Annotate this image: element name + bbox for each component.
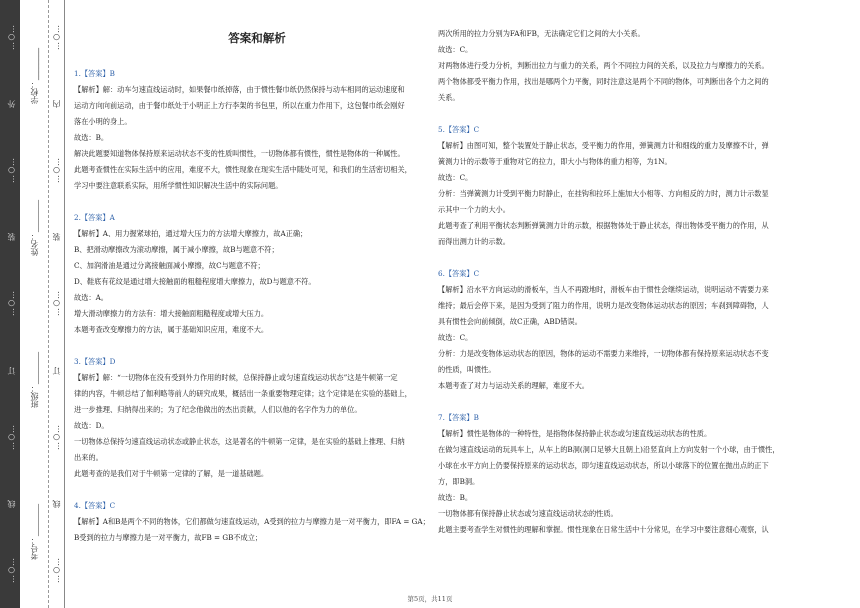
inner-seal-labels: [50, 0, 62, 608]
explanation-line: 故选：B。: [438, 493, 473, 502]
explanation-line: 律的内容，牛顿总结了伽利略等前人的研究成果，概括出一条重要物理定律；这个定律是在实验的基础上，: [74, 389, 412, 398]
explanation-line: 维持；最后会停下来，是因为受到了阻力的作用，说明力是改变物体运动状态的原因；车刹到障碍物，人: [438, 301, 769, 310]
explanation-line: D、鞋底有花纹是通过增大接触面的粗糙程度增大摩擦力，故D与题意不符。: [74, 277, 316, 286]
explanation-line: 故选：A。: [74, 293, 108, 302]
explanation-line: 学习中要注意联系实际，用所学惯性知识解决生活中的实际问题。: [74, 181, 283, 190]
side-label: …○…: [51, 424, 61, 450]
explanation-line: B受到的拉力与摩擦力是一对平衡力，故FB = GB不成立；: [74, 533, 263, 542]
explanation-line: 两次所用的拉力分别为FA和FB，无法确定它们之间的大小关系。: [438, 29, 645, 38]
explanation-line: 此题考查了利用平衡状态判断弹簧测力计的示数，根据物体处于静止状态，得出物体受平衡力的作用，从: [438, 221, 769, 230]
side-label: 学校：________: [29, 48, 39, 104]
side-label: 装: [51, 233, 61, 242]
explanation-line: 出来的。: [74, 453, 103, 462]
answer-heading: 2.【答案】A: [74, 213, 115, 222]
explanation-line: 在做匀速直线运动的玩具车上，从车上的B洞(洞口足够大且朝上)沿竖直向上方向发射一个小球，由于惯性，: [438, 445, 780, 454]
explanation-line: 方，即B洞。: [438, 477, 480, 486]
right-column: [438, 26, 804, 538]
outer-seal-labels: [4, 0, 18, 608]
explanation-line: 本题考查改变摩擦力的方法，属于基础知识应用，难度不大。: [74, 325, 269, 334]
side-label: 装: [6, 233, 16, 242]
explanation-line: 故选：C。: [438, 333, 473, 342]
side-label: 线: [51, 499, 61, 508]
answer-heading: 5.【答案】C: [438, 125, 480, 134]
side-label: …○…: [51, 291, 61, 317]
explanation-line: 本题考查了对力与运动关系的理解，难度不大。: [438, 381, 589, 390]
explanation-line: 此题考查的是我们对于牛顿第一定律的了解，是一道基础题。: [74, 469, 269, 478]
explanation-line: 落在小明的身上。: [74, 117, 132, 126]
side-label: 线: [6, 499, 16, 508]
explanation-line: 故选：C。: [438, 173, 473, 182]
explanation-line: 分析：力是改变物体运动状态的原因，物体的运动不需要力来维持，一切物体都有保持原来运动状态不变: [438, 349, 769, 358]
explanation-line: 故选：C。: [438, 45, 473, 54]
side-label: …○…: [51, 158, 61, 184]
side-label: …○…: [6, 424, 16, 450]
explanation-line: 解决此题要知道物体保持原来运动状态不变的性质叫惯性，一切物体都有惯性，惯性是物体的一种属性。: [74, 149, 405, 158]
answer-heading: 1.【答案】B: [74, 69, 115, 78]
explanation-line: 两个物体都受平衡力作用，找出是哪两个力平衡，同时注意这是两个不同的物体，可判断出各个力之间的: [438, 77, 769, 86]
cut-line: [48, 0, 49, 608]
explanation-line: 关系。: [438, 93, 460, 102]
page-title: 答案和解析: [228, 31, 286, 45]
explanation-line: 簧测力计的示数等于重物对它的拉力，即大小与物体的重力相等，为1N。: [438, 157, 672, 166]
side-label: …○…: [51, 557, 61, 583]
explanation-line: 的性质，叫惯性。: [438, 365, 496, 374]
explanation-line: 此题主要考查学生对惯性的理解和掌握。惯性现象在日常生活中十分常见，在学习中要注意细心观察，认: [438, 525, 769, 534]
side-label: …○…: [6, 158, 16, 184]
side-label: 班级：________: [29, 352, 39, 408]
explanation-line: 【解析】惯性是物体的一种特性，是指物体保持静止状态或匀速直线运动状态的性质。: [438, 429, 712, 438]
explanation-line: 一切物体都有保持静止状态或匀速直线运动状态的性质。: [438, 509, 618, 518]
side-label: 姓名：________: [29, 200, 39, 256]
explanation-line: 【解析】沿水平方向运动的滑板车，当人不再蹬地时，滑板车由于惯性会继续运动，说明运动不需要力来: [438, 285, 769, 294]
answer-heading: 7.【答案】B: [438, 413, 479, 422]
left-column: [74, 8, 440, 546]
answer-heading: 4.【答案】C: [74, 501, 116, 510]
side-label: 订: [51, 366, 61, 375]
student-info-fields: [24, 0, 44, 608]
explanation-line: 【解析】解：“一切物体在没有受到外力作用的时候，总保持静止或匀速直线运动状态”这是牛顿第一定: [74, 373, 398, 382]
explanation-line: 小球在水平方向上仍要保持原来的运动状态，即匀速直线运动状态，所以小球落下的位置在抛出点的正下: [438, 461, 769, 470]
explanation-line: 【解析】解：动车匀速直线运动时，如果餐巾纸掉落，由于惯性餐巾纸仍然保持与动车相同的运动速度和: [74, 85, 405, 94]
side-label: 订: [6, 366, 16, 375]
answer-heading: 6.【答案】C: [438, 269, 480, 278]
explanation-line: 此题考查惯性在实际生活中的应用，难度不大，惯性现象在现实生活中随处可见，和我们的生活密切相关，: [74, 165, 412, 174]
explanation-line: 分析：当弹簧测力计受到平衡力时静止，在挂钩和拉环上施加大小相等、方向相反的力时，测力计示数显: [438, 189, 769, 198]
explanation-line: 进一步推理、归纳得出来的；为了纪念他做出的杰出贡献，人们以他的名字作为力的单位。: [74, 405, 362, 414]
side-label: …○…: [6, 25, 16, 51]
explanation-line: 增大滑动摩擦力的方法有：增大接触面粗糙程度或增大压力。: [74, 309, 269, 318]
explanation-line: C、加润滑油是通过分离接触面减小摩擦，故C与题意不符；: [74, 261, 265, 270]
explanation-line: 【解析】由图可知，整个装置处于静止状态，受平衡力的作用，弹簧测力计和细线的重力及摩擦不计，弹: [438, 141, 769, 150]
answer-heading: 3.【答案】D: [74, 357, 116, 366]
explanation-line: 【解析】A和B是两个不同的物体，它们都做匀速直线运动，A受到的拉力与摩擦力是一对平衡力，即FA = GA；: [74, 517, 430, 526]
side-label: 考号：________: [29, 504, 39, 560]
explanation-line: 故选：D。: [74, 421, 109, 430]
side-label: 外: [6, 100, 16, 109]
explanation-line: B、把滑动摩擦改为滚动摩擦，属于减小摩擦，故B与题意不符；: [74, 245, 279, 254]
explanation-line: 运动方向向前运动，由于餐巾纸处于小明正上方行李架的书包里，所以在重力作用下，这包餐巾纸会刚好: [74, 101, 405, 110]
side-label: …○…: [6, 291, 16, 317]
side-label: …○…: [51, 25, 61, 51]
explanation-line: 具有惯性会向前倾倒，故C正确，ABD错误。: [438, 317, 582, 326]
explanation-line: 对两物体进行受力分析，判断出拉力与重力的关系，两个不同拉力间的关系，以及拉力与摩擦力的关系。: [438, 61, 769, 70]
explanation-line: 示其中一个力的大小。: [438, 205, 510, 214]
explanation-line: 故选：B。: [74, 133, 109, 142]
explanation-line: 【解析】A、用力握紧球拍，通过增大压力的方法增大摩擦力，故A正确；: [74, 229, 308, 238]
explanation-line: 而得出测力计的示数。: [438, 237, 510, 246]
explanation-line: 一切物体总保持匀速直线运动状态或静止状态，这是著名的牛顿第一定律，是在实验的基础上推理、归纳: [74, 437, 405, 446]
page-footer: 第5页，共11页: [407, 595, 453, 603]
side-label: …○…: [6, 557, 16, 583]
side-label: 内: [51, 100, 61, 109]
